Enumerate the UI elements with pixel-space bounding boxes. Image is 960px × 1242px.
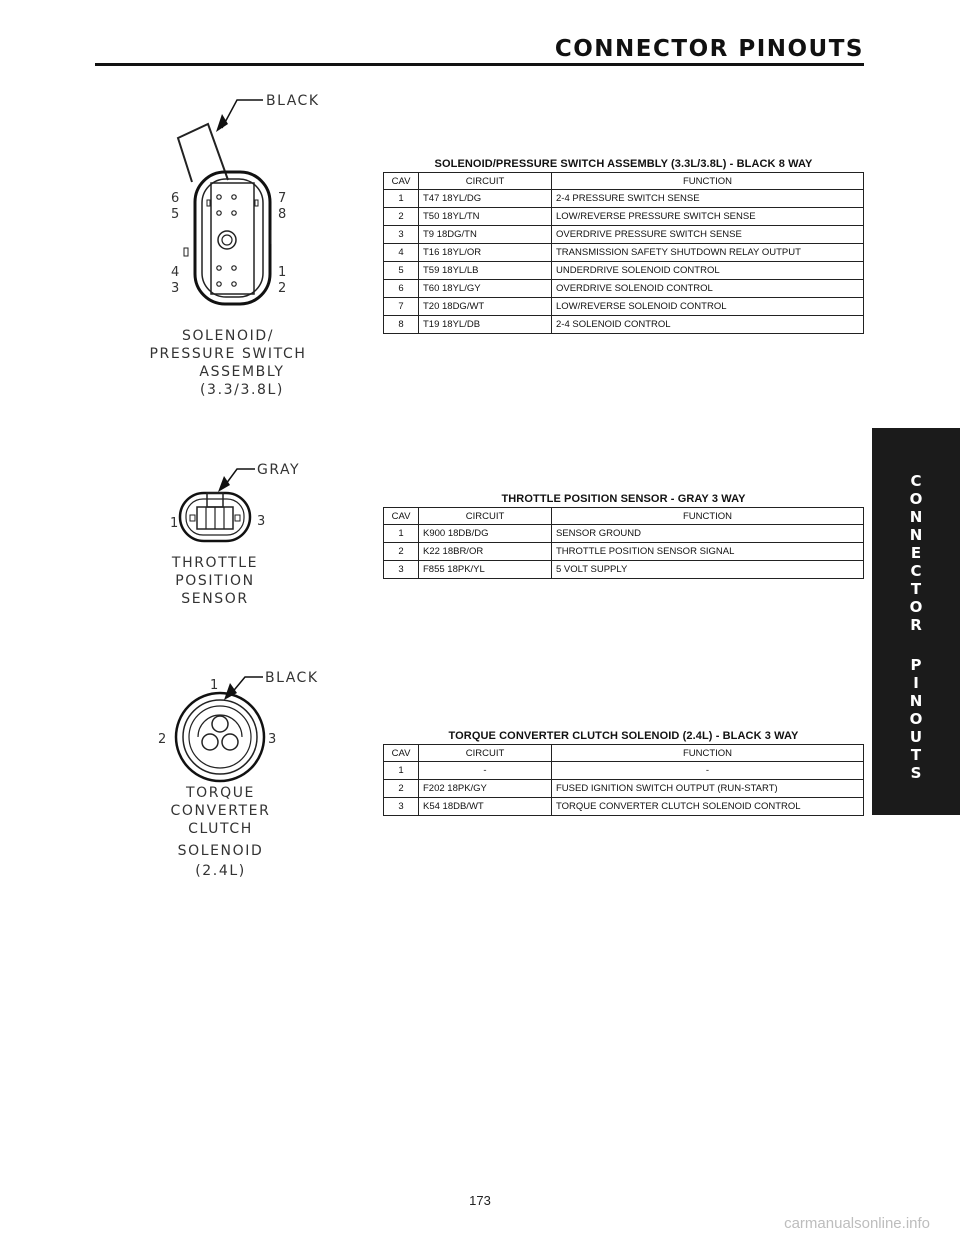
- tps-table-title: THROTTLE POSITION SENSOR - GRAY 3 WAY: [501, 493, 746, 505]
- table-row: [384, 798, 864, 816]
- cell-circuit: T50 18YL/TN: [419, 208, 552, 226]
- header-function: FUNCTION: [552, 745, 864, 762]
- table-header-row: [384, 745, 864, 762]
- pin-number: 5: [171, 207, 180, 222]
- caption-line: SENSOR: [181, 591, 249, 607]
- cell-circuit: T19 18YL/DB: [419, 316, 552, 334]
- header-cav: CAV: [384, 173, 419, 190]
- cell-cav: 8: [384, 316, 419, 334]
- cell-circuit: T20 18DG/WT: [419, 298, 552, 316]
- header-circuit: CIRCUIT: [419, 173, 552, 190]
- cell-circuit: K54 18DB/WT: [419, 798, 552, 816]
- table-row: [384, 190, 864, 208]
- side-tab-letter: O: [909, 710, 923, 728]
- tcc-connector-drawing: [150, 665, 320, 785]
- table-row: [384, 226, 864, 244]
- side-tab-letter: O: [909, 490, 923, 508]
- cell-function: TORQUE CONVERTER CLUTCH SOLENOID CONTROL: [552, 798, 864, 816]
- table-row: [384, 280, 864, 298]
- caption-line: TORQUE: [185, 785, 255, 801]
- header-rule: [95, 63, 864, 66]
- cell-cav: 1: [384, 525, 419, 543]
- pin-number: 2: [278, 281, 287, 296]
- pin-number: 3: [268, 732, 277, 747]
- cell-function: 5 VOLT SUPPLY: [552, 561, 864, 579]
- side-tab-letter: E: [910, 544, 922, 562]
- cell-circuit: T47 18YL/DG: [419, 190, 552, 208]
- pin-number: 7: [278, 191, 287, 206]
- side-tab-letter: O: [909, 598, 923, 616]
- pin-number: 3: [257, 514, 266, 529]
- cell-circuit: T9 18DG/TN: [419, 226, 552, 244]
- header-cav: CAV: [384, 508, 419, 525]
- cell-function: THROTTLE POSITION SENSOR SIGNAL: [552, 543, 864, 561]
- solenoid-pinout-table: [383, 172, 864, 334]
- caption-line: ASSEMBLY: [199, 364, 285, 380]
- pin-number: 1: [278, 265, 287, 280]
- caption-line: SOLENOID: [177, 843, 264, 859]
- pin-number: 4: [171, 265, 180, 280]
- tcc-pinout-table: [383, 744, 864, 816]
- side-tab-letter: T: [910, 580, 922, 598]
- caption-line: SOLENOID/: [181, 328, 275, 344]
- side-tab-letter: C: [910, 562, 922, 580]
- side-tab-letter: T: [910, 746, 922, 764]
- watermark: carmanualsonline.info: [784, 1215, 930, 1232]
- cell-function: FUSED IGNITION SWITCH OUTPUT (RUN-START): [552, 780, 864, 798]
- table-row: [384, 316, 864, 334]
- cell-function: 2-4 PRESSURE SWITCH SENSE: [552, 190, 864, 208]
- table-row: [384, 543, 864, 561]
- cell-circuit: K900 18DB/DG: [419, 525, 552, 543]
- cell-cav: 3: [384, 226, 419, 244]
- cell-cav: 3: [384, 798, 419, 816]
- solenoid-caption: [138, 327, 318, 399]
- side-tab-letter: R: [910, 616, 922, 634]
- cell-function: -: [552, 762, 864, 780]
- connector-color-label: BLACK: [266, 93, 320, 109]
- cell-cav: 2: [384, 543, 419, 561]
- caption-line: THROTTLE: [171, 555, 259, 571]
- caption-line: CLUTCH: [188, 821, 253, 837]
- side-tab-letter: I: [913, 674, 919, 692]
- side-tab-letter: P: [910, 656, 922, 674]
- cell-cav: 4: [384, 244, 419, 262]
- caption-line: POSITION: [175, 573, 255, 589]
- side-tab-letter: N: [909, 692, 923, 710]
- cell-cav: 3: [384, 561, 419, 579]
- caption-line: (2.4L): [195, 863, 246, 879]
- header-function: FUNCTION: [552, 173, 864, 190]
- cell-cav: 2: [384, 780, 419, 798]
- header-cav: CAV: [384, 745, 419, 762]
- connector-color-label: BLACK: [265, 670, 319, 686]
- side-tab-letter: C: [910, 472, 922, 490]
- table-row: [384, 762, 864, 780]
- table-row: [384, 561, 864, 579]
- cell-function: OVERDRIVE PRESSURE SWITCH SENSE: [552, 226, 864, 244]
- table-header-row: [384, 508, 864, 525]
- header-function: FUNCTION: [552, 508, 864, 525]
- page-title: CONNECTOR PINOUTS: [554, 36, 864, 62]
- side-tab-letter: U: [909, 728, 923, 746]
- solenoid-table-title: SOLENOID/PRESSURE SWITCH ASSEMBLY (3.3L/3.8L) - BLACK 8 WAY: [434, 158, 813, 170]
- tps-caption: [140, 554, 290, 608]
- cell-cav: 6: [384, 280, 419, 298]
- pin-number: 2: [158, 732, 167, 747]
- cell-circuit: -: [419, 762, 552, 780]
- cell-function: LOW/REVERSE PRESSURE SWITCH SENSE: [552, 208, 864, 226]
- cell-circuit: T60 18YL/GY: [419, 280, 552, 298]
- cell-cav: 5: [384, 262, 419, 280]
- cell-function: UNDERDRIVE SOLENOID CONTROL: [552, 262, 864, 280]
- pin-number: 1: [170, 516, 179, 531]
- cell-function: SENSOR GROUND: [552, 525, 864, 543]
- page-number: 173: [469, 1193, 491, 1208]
- caption-line: PRESSURE SWITCH: [149, 346, 307, 362]
- cell-cav: 7: [384, 298, 419, 316]
- pin-number: 6: [171, 191, 180, 206]
- tps-connector-drawing: [160, 455, 310, 555]
- side-tab-letter: S: [910, 764, 922, 782]
- table-header-row: [384, 173, 864, 190]
- header-circuit: CIRCUIT: [419, 508, 552, 525]
- side-tab-letter: N: [909, 508, 923, 526]
- tcc-table-title: TORQUE CONVERTER CLUTCH SOLENOID (2.4L) - BLACK 3 WAY: [448, 730, 799, 742]
- cell-cav: 1: [384, 762, 419, 780]
- side-tab: [872, 428, 960, 815]
- pin-number: 8: [278, 207, 287, 222]
- pin-number: 3: [171, 281, 180, 296]
- solenoid-connector-drawing: [150, 80, 330, 330]
- table-row: [384, 525, 864, 543]
- table-row: [384, 208, 864, 226]
- cell-function: TRANSMISSION SAFETY SHUTDOWN RELAY OUTPUT: [552, 244, 864, 262]
- caption-line: (3.3/3.8L): [200, 382, 284, 398]
- table-row: [384, 780, 864, 798]
- side-tab-letter: N: [909, 526, 923, 544]
- tcc-caption: [138, 784, 303, 880]
- cell-cav: 2: [384, 208, 419, 226]
- table-row: [384, 244, 864, 262]
- cell-circuit: T16 18YL/OR: [419, 244, 552, 262]
- caption-line: CONVERTER: [170, 803, 271, 819]
- table-row: [384, 262, 864, 280]
- tps-pinout-table: [383, 507, 864, 579]
- cell-circuit: F855 18PK/YL: [419, 561, 552, 579]
- cell-function: LOW/REVERSE SOLENOID CONTROL: [552, 298, 864, 316]
- table-row: [384, 298, 864, 316]
- pin-number: 1: [210, 678, 219, 693]
- cell-circuit: T59 18YL/LB: [419, 262, 552, 280]
- cell-circuit: F202 18PK/GY: [419, 780, 552, 798]
- cell-cav: 1: [384, 190, 419, 208]
- connector-color-label: GRAY: [257, 462, 301, 478]
- cell-function: OVERDRIVE SOLENOID CONTROL: [552, 280, 864, 298]
- header-circuit: CIRCUIT: [419, 745, 552, 762]
- cell-circuit: K22 18BR/OR: [419, 543, 552, 561]
- cell-function: 2-4 SOLENOID CONTROL: [552, 316, 864, 334]
